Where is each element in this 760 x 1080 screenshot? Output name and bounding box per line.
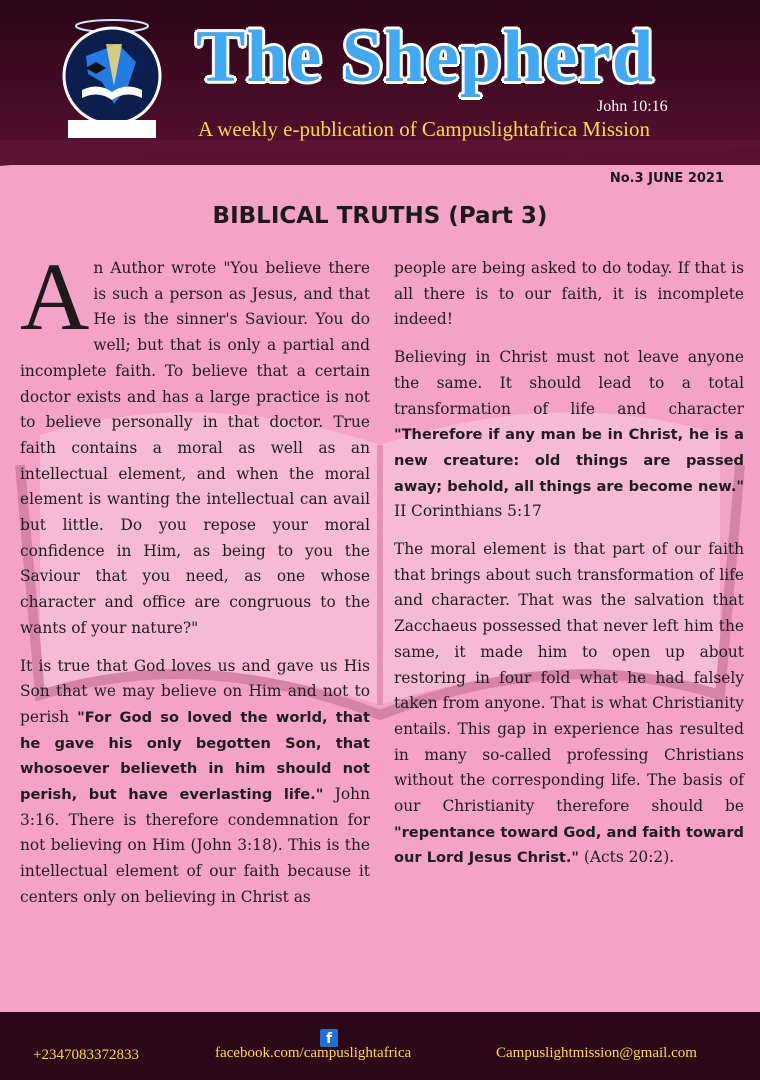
drop-cap: A: [20, 243, 90, 350]
tagline: A weekly e-publication of Campuslightafrica Mission: [198, 117, 650, 141]
paragraph-2-text: It is true that God loves us and gave us His Son that we may believe on Him and not to perish: [20, 656, 370, 726]
right-column: [394, 256, 744, 883]
mission-logo: [58, 16, 166, 142]
paragraph-5-text: The moral element is that part of our faith that brings about such transformation of life and character. That was the salvation that Zacchaeus possessed that never left him the same, it made him to open up about restoring in four fold what he had falsely taken from anyone. That is what Christianity entails. This gap in experience has resulted in many so-called professing Christians without the corresponding life. The basis of our Christianity therefore should be: [394, 540, 744, 816]
scripture-quote: "repentance toward God, and faith toward our Lord Jesus Christ.": [394, 823, 744, 867]
paragraph-1-text: n Author wrote "You believe there is such a person as Jesus, and that He is the sinner's Saviour. You do well; but that is only a partial and incomplete faith. To believe that a certain doctor exists and has a large practice is not to believe personally in that doctor. True faith contains a moral as well as an intellectual element, and when the moral element is wanting the intellectual can avail but little. Do you repose your moral confidence in Him, as being to you the Saviour that you need, as one whose character and office are congruous to the wants of your nature?": [20, 259, 370, 637]
scripture-quote: "For God so loved the world, that he gave his only begotten Son, that whosoever believeth in him should not perish, but have everlasting life.": [20, 708, 370, 804]
paragraph-5-end: (Acts 20:2).: [579, 848, 675, 867]
paragraph-4-text: Believing in Christ must not leave anyone the same. It should lead to a total transformation of life and character: [394, 348, 744, 418]
paragraph-4-end: II Corinthians 5:17: [394, 502, 542, 521]
article-heading: BIBLICAL TRUTHS (Part 3): [212, 203, 548, 229]
issue-number: No.3 JUNE 2021: [609, 171, 724, 186]
footer-facebook-link[interactable]: facebook.com/campuslightafrica: [215, 1045, 412, 1061]
paragraph-2: [20, 654, 370, 911]
paragraph-5: [394, 537, 744, 871]
paragraph-1: [20, 243, 370, 642]
footer-phone: +2347083372833: [33, 1047, 139, 1063]
paragraph-3: people are being asked to do today. If that is all there is to our faith, it is incomplete indeed!: [394, 259, 744, 329]
verse-reference: John 10:16: [597, 98, 668, 115]
left-column: [20, 243, 371, 923]
masthead-curve: [0, 140, 760, 200]
publication-title: The Shepherd: [196, 16, 655, 98]
facebook-icon[interactable]: f: [320, 1029, 338, 1047]
paragraph-4: [394, 345, 744, 525]
scripture-quote: "Therefore if any man be in Christ, he is a new creature: old things are passed away; behold, all things are become new.": [394, 426, 744, 495]
footer-email-link[interactable]: Campuslightmission@gmail.com: [496, 1045, 697, 1061]
paragraph-2-end: John 3:16. There is therefore condemnation for not believing on Him (John 3:18). This is the intellectual element of our faith because it centers only on believing in Christ as: [20, 785, 371, 906]
